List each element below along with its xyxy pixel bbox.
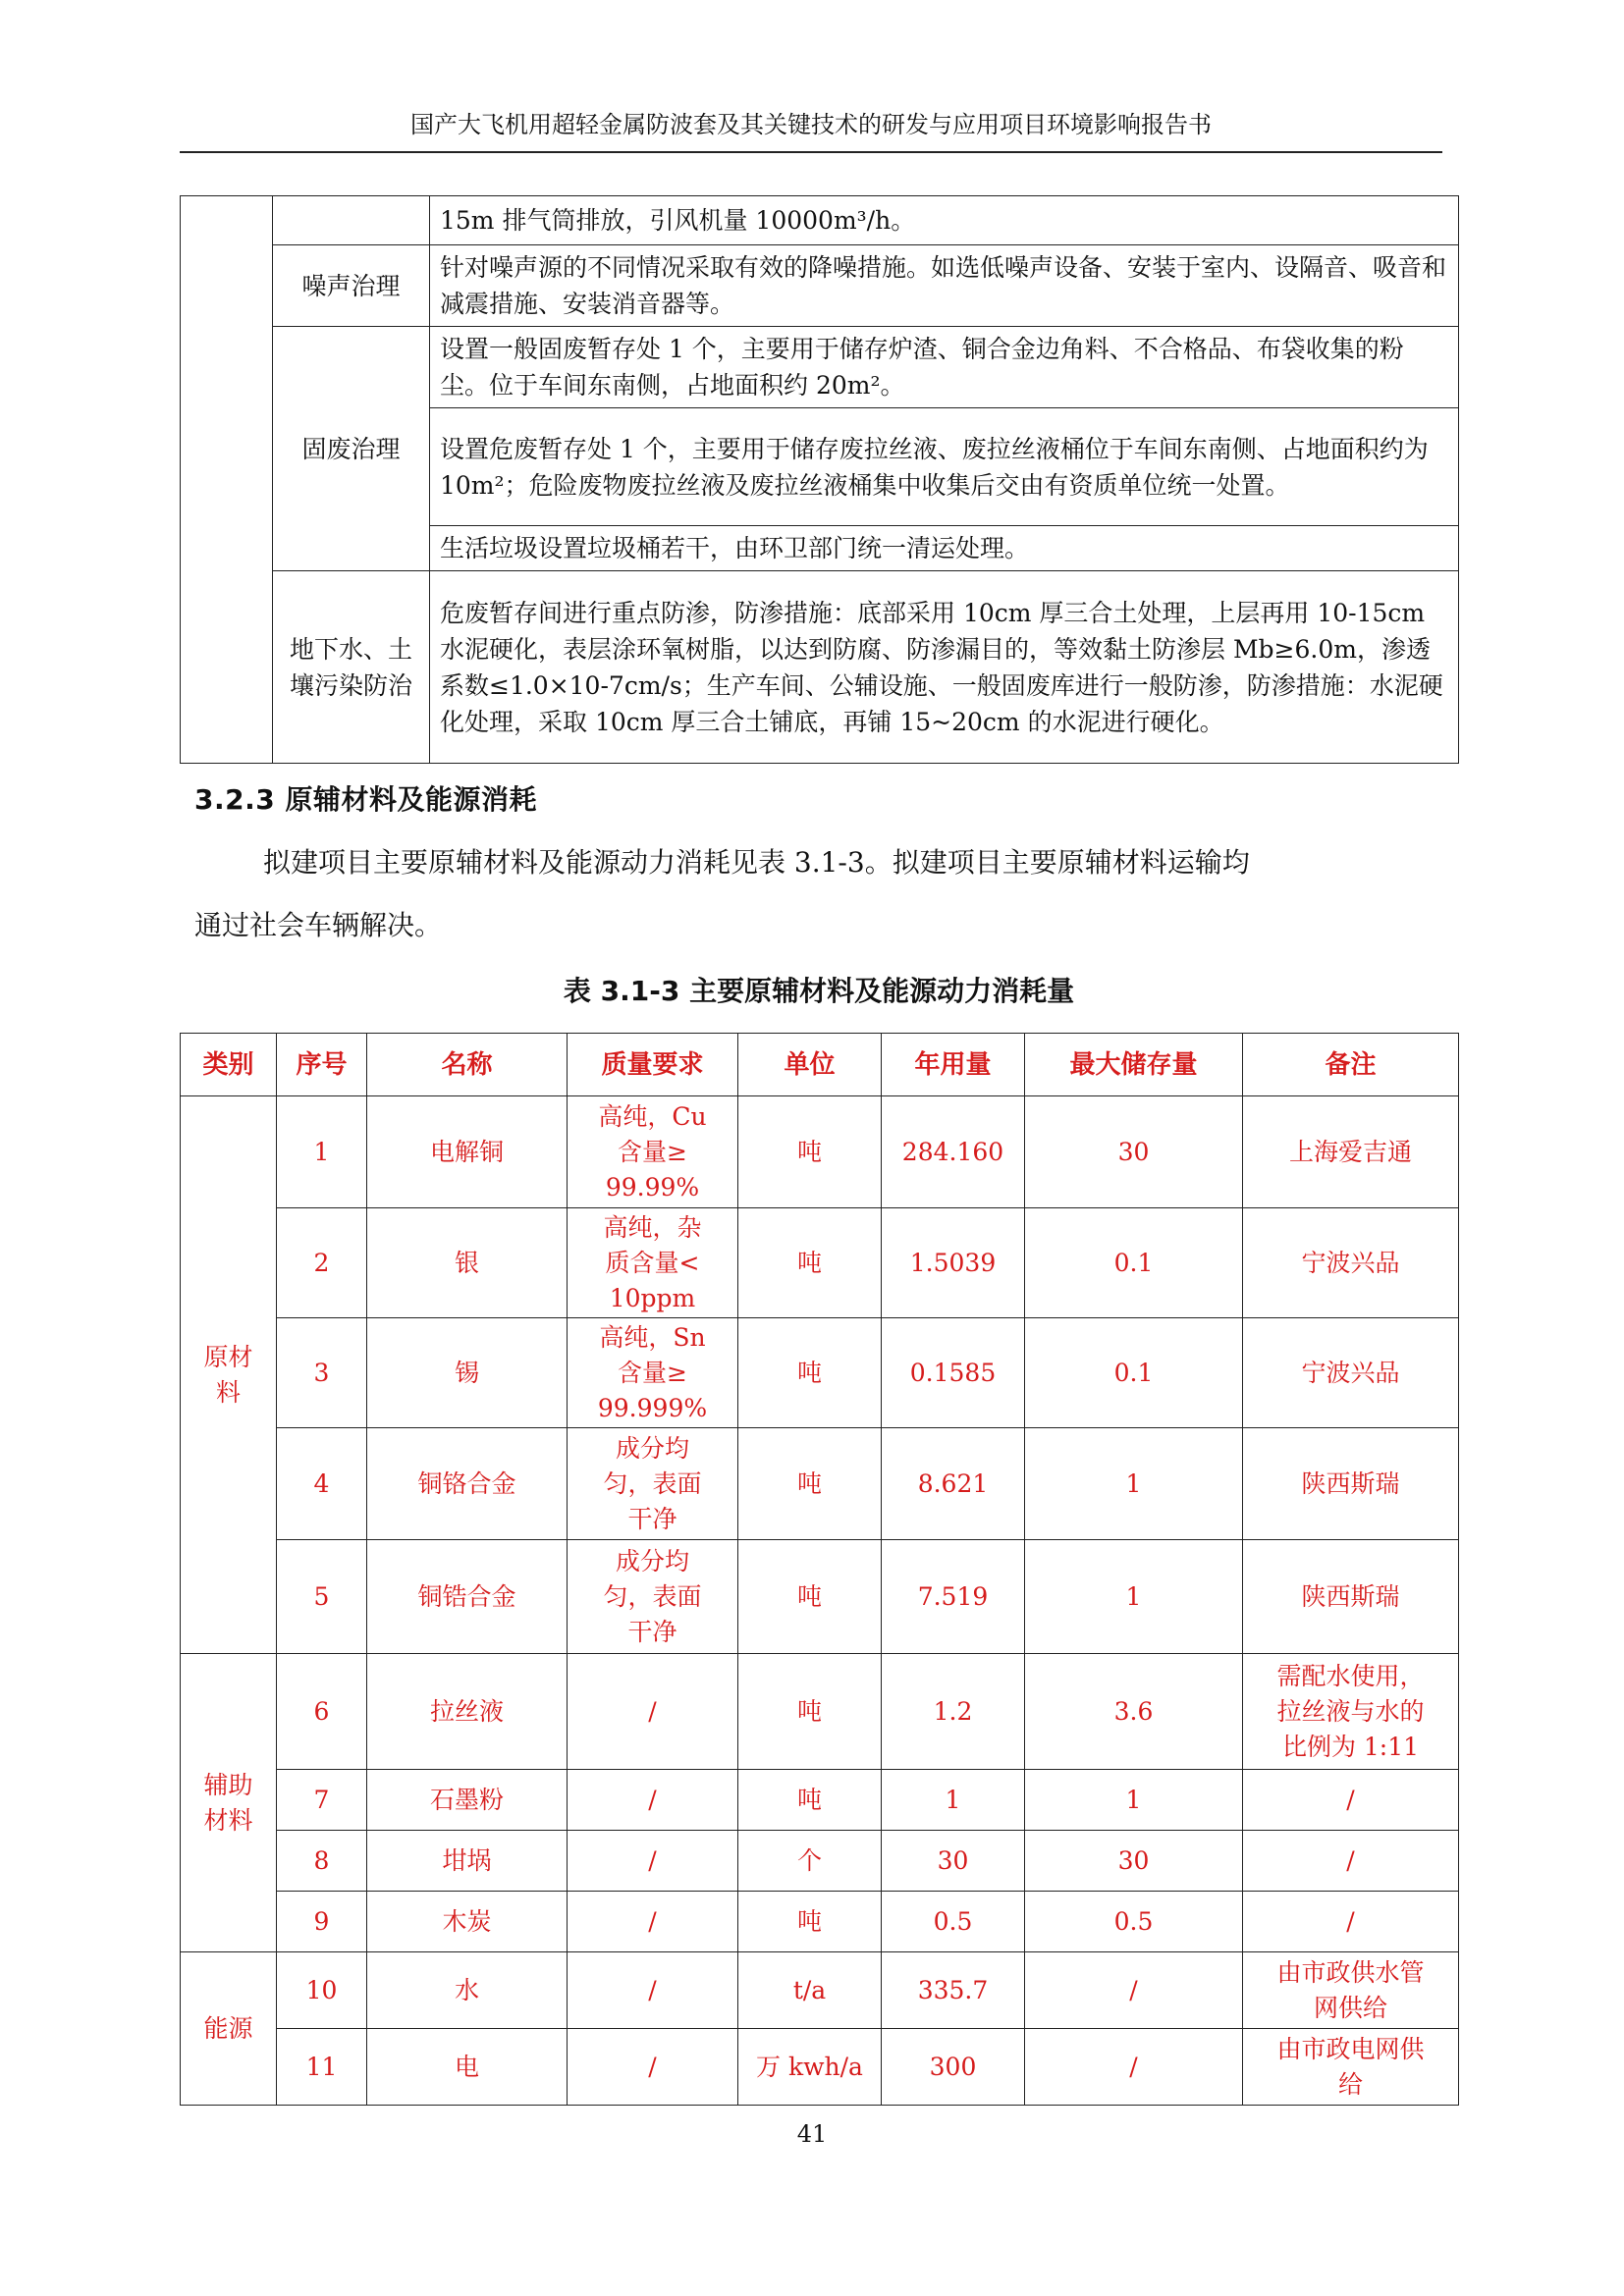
row-unit: 吨: [738, 1208, 882, 1318]
row-note: 宁波兴品: [1243, 1208, 1459, 1318]
col-header-annual: 年用量: [882, 1034, 1025, 1096]
table-caption: 表 3.1-3 主要原辅材料及能源动力消耗量: [563, 975, 1075, 1007]
row-name: 锡: [367, 1318, 568, 1428]
table-row: [181, 1428, 1459, 1540]
table-row: [181, 1770, 1459, 1831]
row-max-storage: 30: [1025, 1096, 1243, 1208]
row-annual: 284.160: [882, 1096, 1025, 1208]
row-quality: /: [568, 1952, 738, 2029]
col-header-unit: 单位: [738, 1034, 882, 1096]
intro-paragraph-line-1: 拟建项目主要原辅材料及能源动力消耗见表 3.1-3。拟建项目主要原辅材料运输均: [263, 846, 1250, 879]
row-annual: 1: [882, 1770, 1025, 1831]
row-max-storage: 3.6: [1025, 1654, 1243, 1770]
groundwater-desc: 危废暂存间进行重点防渗，防渗措施：底部采用 10cm 厚三合土处理，上层再用 10-15cm 水泥硬化，表层涂环氧树脂，以达到防腐、防渗漏目的，等效黏土防渗层 Mb≥6.0m，渗透系数≤1.0×10-7cm/s；生产车间、公辅设施、一般固废库进行一般防渗，防渗措施：水泥硬化处理，采取 10cm 厚三合土铺底，再铺 15~20cm 的水泥进行硬化。: [430, 571, 1459, 764]
row-annual: 8.621: [882, 1428, 1025, 1540]
row-max-storage: 1: [1025, 1770, 1243, 1831]
col-header-name: 名称: [367, 1034, 568, 1096]
category-energy: 能源: [181, 1952, 277, 2106]
row-note: /: [1243, 1892, 1459, 1952]
materials-table: [180, 1033, 1459, 2106]
page-header: [180, 110, 1442, 153]
row-annual: 1.5039: [882, 1208, 1025, 1318]
row-name: 坩埚: [367, 1831, 568, 1892]
row-note: 由市政供水管 网供给: [1243, 1952, 1459, 2029]
row-quality: 高纯，杂 质含量< 10ppm: [568, 1208, 738, 1318]
col-header-max-storage: 最大储存量: [1025, 1034, 1243, 1096]
row-unit: 吨: [738, 1540, 882, 1654]
table-header-row: [181, 1034, 1459, 1096]
row-unit: t/a: [738, 1952, 882, 2029]
row-max-storage: 0.5: [1025, 1892, 1243, 1952]
noise-category: 噪声治理: [273, 245, 430, 327]
row-no: 1: [277, 1096, 367, 1208]
row-name: 拉丝液: [367, 1654, 568, 1770]
category-auxiliary-materials: 辅助 材料: [181, 1654, 277, 1952]
row-note: /: [1243, 1831, 1459, 1892]
row-max-storage: 1: [1025, 1428, 1243, 1540]
section-heading: 3.2.3 原辅材料及能源消耗: [194, 783, 537, 816]
row-no: 11: [277, 2029, 367, 2106]
blank-category-cell: [181, 196, 273, 764]
table-row: [181, 1096, 1459, 1208]
row-note: /: [1243, 1770, 1459, 1831]
row-unit: 吨: [738, 1428, 882, 1540]
blank-subcategory-cell: [273, 196, 430, 245]
noise-desc: 针对噪声源的不同情况采取有效的降噪措施。如选低噪声设备、安装于室内、设隔音、吸音和减震措施、安装消音器等。: [430, 245, 1459, 327]
table-row: [181, 196, 1459, 245]
intro-paragraph-line-2: 通过社会车辆解决。: [194, 909, 443, 941]
row-quality: 成分均 匀，表面 干净: [568, 1428, 738, 1540]
solid-waste-desc-1: 设置一般固废暂存处 1 个，主要用于储存炉渣、铜合金边角料、不合格品、布袋收集的粉尘。位于车间东南侧，占地面积约 20m²。: [430, 327, 1459, 408]
row-max-storage: 30: [1025, 1831, 1243, 1892]
exhaust-desc: 15m 排气筒排放，引风机量 10000m³/h。: [430, 196, 1459, 245]
table-row: [181, 2029, 1459, 2106]
row-name: 石墨粉: [367, 1770, 568, 1831]
row-unit: 吨: [738, 1770, 882, 1831]
row-note: 陕西斯瑞: [1243, 1428, 1459, 1540]
intro-paragraph: [194, 844, 1451, 881]
row-note: 陕西斯瑞: [1243, 1540, 1459, 1654]
row-name: 电: [367, 2029, 568, 2106]
col-header-note: 备注: [1243, 1034, 1459, 1096]
row-quality: /: [568, 1831, 738, 1892]
col-header-category: 类别: [181, 1034, 277, 1096]
row-no: 5: [277, 1540, 367, 1654]
row-name: 铜铬合金: [367, 1428, 568, 1540]
row-name: 铜锆合金: [367, 1540, 568, 1654]
row-quality: 高纯，Cu 含量≥ 99.99%: [568, 1096, 738, 1208]
row-max-storage: /: [1025, 1952, 1243, 2029]
row-quality: /: [568, 1654, 738, 1770]
row-unit: 吨: [738, 1096, 882, 1208]
row-quality: 高纯，Sn 含量≥ 99.999%: [568, 1318, 738, 1428]
row-quality: /: [568, 2029, 738, 2106]
row-quality: /: [568, 1770, 738, 1831]
row-annual: 30: [882, 1831, 1025, 1892]
row-quality: /: [568, 1892, 738, 1952]
solid-waste-category: 固废治理: [273, 327, 430, 571]
row-no: 2: [277, 1208, 367, 1318]
row-unit: 吨: [738, 1654, 882, 1770]
row-annual: 335.7: [882, 1952, 1025, 2029]
row-annual: 7.519: [882, 1540, 1025, 1654]
table-row: [181, 1831, 1459, 1892]
table-row: [181, 245, 1459, 327]
row-name: 银: [367, 1208, 568, 1318]
row-unit: 万 kwh/a: [738, 2029, 882, 2106]
row-name: 木炭: [367, 1892, 568, 1952]
groundwater-category: 地下水、土壤污染防治: [273, 571, 430, 764]
row-name: 电解铜: [367, 1096, 568, 1208]
table-row: [181, 1540, 1459, 1654]
table-row: [181, 1952, 1459, 2029]
row-note: 上海爱吉通: [1243, 1096, 1459, 1208]
table-row: [181, 571, 1459, 764]
row-no: 6: [277, 1654, 367, 1770]
table-row: [181, 1654, 1459, 1770]
row-unit: 吨: [738, 1892, 882, 1952]
table-row: [181, 1892, 1459, 1952]
row-no: 4: [277, 1428, 367, 1540]
row-note: 由市政电网供 给: [1243, 2029, 1459, 2106]
row-max-storage: 0.1: [1025, 1318, 1243, 1428]
col-header-quality: 质量要求: [568, 1034, 738, 1096]
row-name: 水: [367, 1952, 568, 2029]
row-no: 3: [277, 1318, 367, 1428]
header-title: 国产大飞机用超轻金属防波套及其关键技术的研发与应用项目环境影响报告书: [410, 111, 1212, 138]
row-note: 宁波兴品: [1243, 1318, 1459, 1428]
table-row: [181, 327, 1459, 408]
category-raw-materials: 原材 料: [181, 1096, 277, 1654]
row-quality: 成分均 匀，表面 干净: [568, 1540, 738, 1654]
row-annual: 300: [882, 2029, 1025, 2106]
solid-waste-desc-2: 设置危废暂存处 1 个，主要用于储存废拉丝液、废拉丝液桶位于车间东南侧、占地面积约为 10m²；危险废物废拉丝液及废拉丝液桶集中收集后交由有资质单位统一处置。: [430, 408, 1459, 526]
row-max-storage: /: [1025, 2029, 1243, 2106]
row-annual: 0.5: [882, 1892, 1025, 1952]
row-max-storage: 1: [1025, 1540, 1243, 1654]
row-no: 10: [277, 1952, 367, 2029]
row-no: 9: [277, 1892, 367, 1952]
row-annual: 0.1585: [882, 1318, 1025, 1428]
table-row: [181, 1208, 1459, 1318]
row-max-storage: 0.1: [1025, 1208, 1243, 1318]
col-header-no: 序号: [277, 1034, 367, 1096]
row-no: 8: [277, 1831, 367, 1892]
solid-waste-desc-3: 生活垃圾设置垃圾桶若干，由环卫部门统一清运处理。: [430, 526, 1459, 571]
row-annual: 1.2: [882, 1654, 1025, 1770]
row-unit: 吨: [738, 1318, 882, 1428]
pollution-control-table: [180, 195, 1459, 764]
table-row: [181, 1318, 1459, 1428]
row-no: 7: [277, 1770, 367, 1831]
row-note: 需配水使用， 拉丝液与水的 比例为 1:11: [1243, 1654, 1459, 1770]
row-unit: 个: [738, 1831, 882, 1892]
page-number: 41: [796, 2120, 828, 2148]
